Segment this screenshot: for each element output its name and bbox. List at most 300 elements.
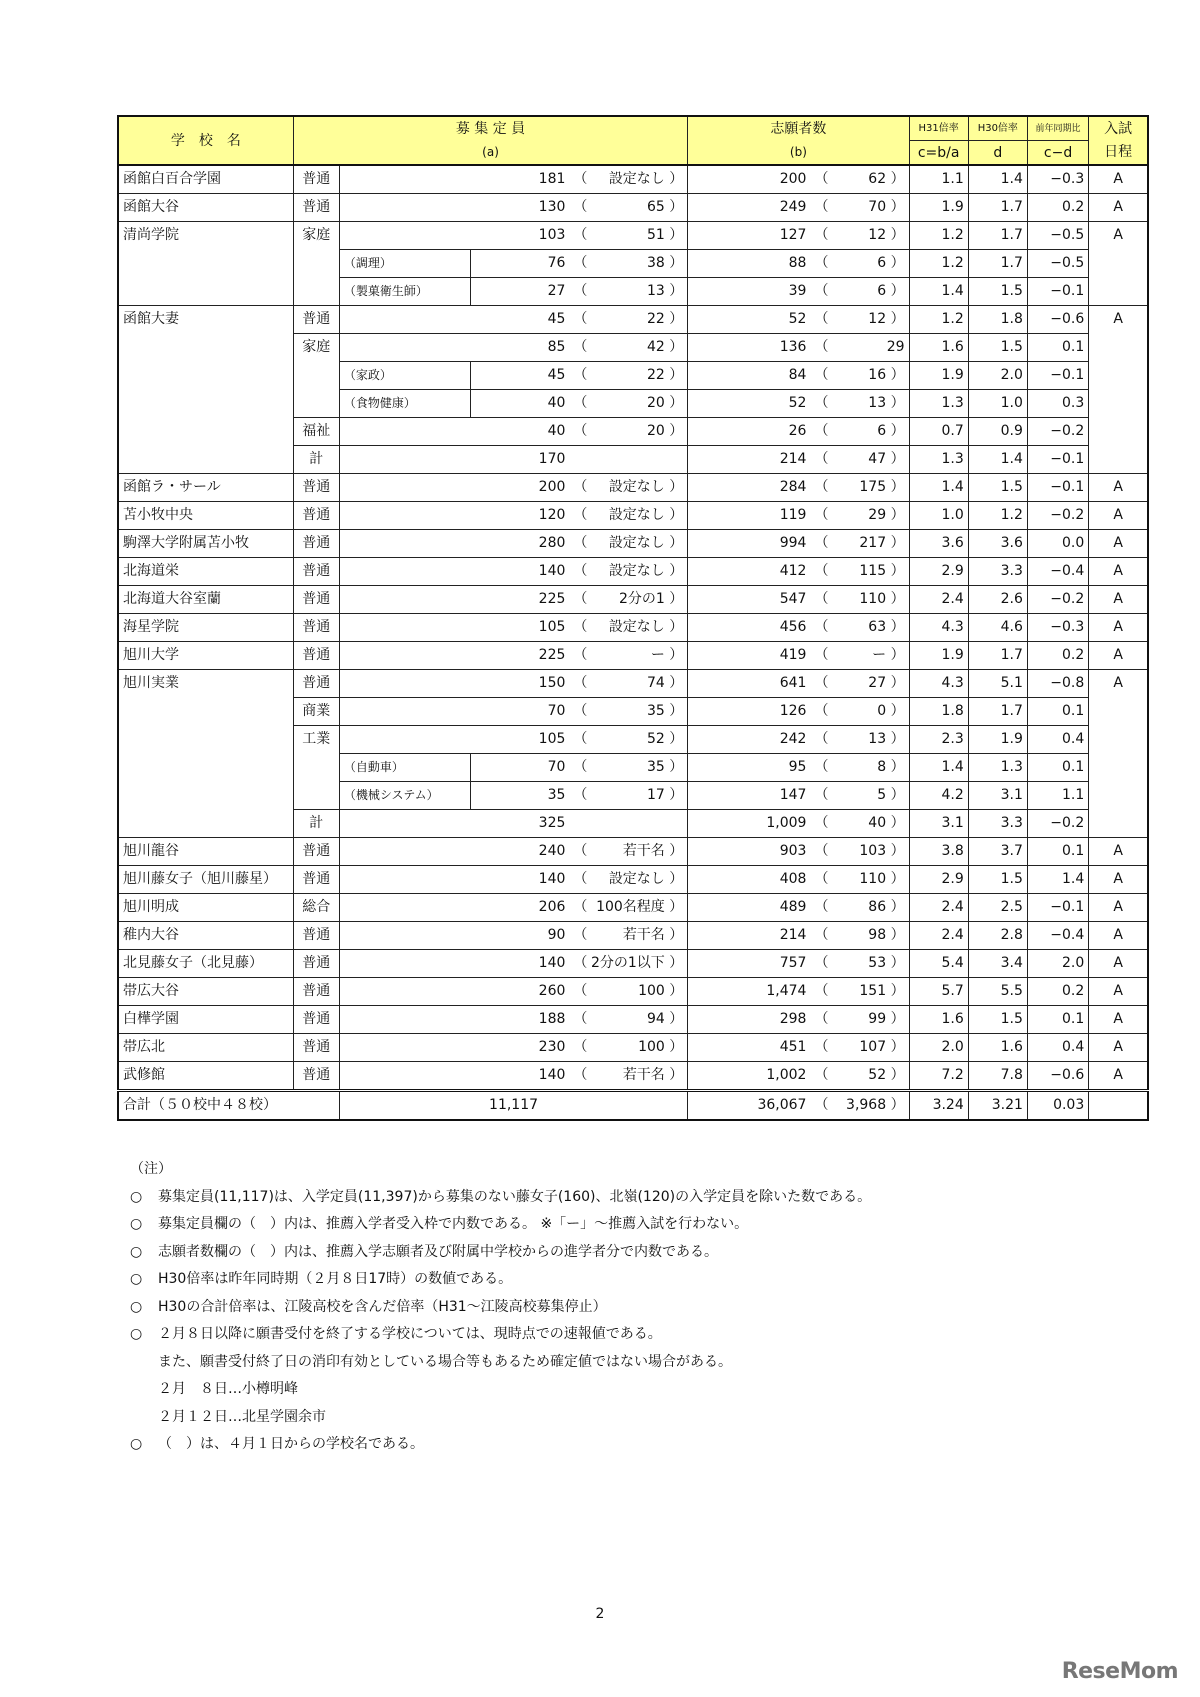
yoy-diff: 0.1: [1027, 698, 1088, 726]
school-name: 旭川龍谷: [118, 838, 293, 866]
table-row: [118, 194, 1148, 222]
h31-rate: 1.4: [909, 474, 968, 502]
sub-course: [339, 670, 470, 698]
yoy-diff: 0.2: [1027, 194, 1088, 222]
exam-schedule: A: [1089, 978, 1148, 1006]
h31-rate: 1.9: [909, 194, 968, 222]
school-name: 旭川藤女子（旭川藤星）: [118, 866, 293, 894]
capacity-recommend: （ 100 ）: [569, 1034, 687, 1062]
h30-rate: 1.5: [968, 1006, 1027, 1034]
header-h30-sub: d: [968, 141, 1027, 166]
capacity-recommend: [569, 810, 687, 838]
yoy-diff: −0.1: [1027, 446, 1088, 474]
applicants-value: 52: [688, 306, 811, 334]
table-row: [118, 306, 1148, 334]
applicants-value: 214: [688, 446, 811, 474]
yoy-diff: −0.3: [1027, 165, 1088, 194]
capacity-recommend: （ 22 ）: [569, 306, 687, 334]
h31-rate: 1.0: [909, 502, 968, 530]
sub-course: [339, 446, 470, 474]
bullet-icon: ○: [130, 1243, 143, 1260]
applicants-recommend: （ 29 ）: [810, 502, 909, 530]
applicants-value: 242: [688, 726, 811, 754]
sub-course: （製菓衛生師）: [339, 278, 470, 306]
total-h31-rate: 3.24: [909, 1091, 968, 1121]
total-label: 合計（５０校中４８校）: [118, 1091, 339, 1121]
h30-rate: 0.9: [968, 418, 1027, 446]
capacity-recommend: （ 20 ）: [569, 418, 687, 446]
school-name: 海星学院: [118, 614, 293, 642]
applicants-recommend: （ 62 ）: [810, 165, 909, 194]
sub-course: [339, 334, 470, 362]
page-number: 2: [595, 1606, 605, 1622]
h30-rate: 1.8: [968, 306, 1027, 334]
sub-course: （機械システム）: [339, 782, 470, 810]
school-name: 武修館: [118, 1062, 293, 1091]
school-name: 苫小牧中央: [118, 502, 293, 530]
applicants-value: 95: [688, 754, 811, 782]
table-row: [118, 165, 1148, 194]
school-name: 北海道大谷室蘭: [118, 586, 293, 614]
header-h31-formula: c=b/a: [909, 141, 968, 166]
h31-rate: 1.3: [909, 390, 968, 418]
header-capacity: 募 集 定 員: [293, 116, 687, 141]
capacity-recommend: （ 100 ）: [569, 978, 687, 1006]
capacity-recommend: （ 設定なし ）: [569, 165, 687, 194]
capacity-recommend: （ 2分の1以下 ）: [569, 950, 687, 978]
sub-course: [339, 866, 470, 894]
course-type: 家庭: [293, 334, 339, 418]
bullet-icon: ○: [130, 1298, 143, 1315]
capacity-value: 200: [471, 474, 570, 502]
applicants-value: 26: [688, 418, 811, 446]
exam-schedule: A: [1089, 1062, 1148, 1091]
h31-rate: 4.3: [909, 670, 968, 698]
table-row: [118, 1006, 1148, 1034]
capacity-recommend: （ 38 ）: [569, 250, 687, 278]
applicants-value: 200: [688, 165, 811, 194]
course-type: 福祉: [293, 418, 339, 446]
applicants-recommend: （ 16 ）: [810, 362, 909, 390]
school-name: 旭川明成: [118, 894, 293, 922]
capacity-value: 140: [471, 1062, 570, 1091]
applicants-recommend: （ 107 ）: [810, 1034, 909, 1062]
capacity-recommend: （ 52 ）: [569, 726, 687, 754]
applicants-recommend: （ 12 ）: [810, 306, 909, 334]
h30-rate: 2.5: [968, 894, 1027, 922]
applicants-value: 1,009: [688, 810, 811, 838]
course-type: 計: [293, 810, 339, 838]
school-name: 函館大妻: [118, 306, 293, 474]
h31-rate: 1.3: [909, 446, 968, 474]
course-type: 総合: [293, 894, 339, 922]
exam-schedule: A: [1089, 838, 1148, 866]
capacity-recommend: （ 2分の1 ）: [569, 586, 687, 614]
capacity-recommend: （ 設定なし ）: [569, 530, 687, 558]
table-row: [118, 586, 1148, 614]
applicants-recommend: （ 63 ）: [810, 614, 909, 642]
yoy-diff: −0.1: [1027, 362, 1088, 390]
capacity-recommend: （ 設定なし ）: [569, 614, 687, 642]
h31-rate: 2.3: [909, 726, 968, 754]
yoy-diff: 0.0: [1027, 530, 1088, 558]
sub-course: [339, 1006, 470, 1034]
applicants-value: 84: [688, 362, 811, 390]
exam-schedule: A: [1089, 165, 1148, 194]
capacity-value: 105: [471, 614, 570, 642]
sub-course: [339, 1062, 470, 1091]
h31-rate: 1.6: [909, 1006, 968, 1034]
bullet-icon: ○: [130, 1436, 143, 1452]
capacity-recommend: （ 42 ）: [569, 334, 687, 362]
yoy-diff: 0.1: [1027, 838, 1088, 866]
h30-rate: 1.9: [968, 726, 1027, 754]
applicants-recommend: （ 29: [810, 334, 909, 362]
applicants-recommend: （ 175 ）: [810, 474, 909, 502]
bullet-icon: ○: [130, 1216, 143, 1232]
exam-schedule: A: [1089, 866, 1148, 894]
sub-course: [339, 502, 470, 530]
applicants-recommend: （ 6 ）: [810, 250, 909, 278]
applicants-value: 284: [688, 474, 811, 502]
capacity-value: 45: [471, 306, 570, 334]
yoy-diff: −0.4: [1027, 922, 1088, 950]
course-type: 普通: [293, 670, 339, 698]
applicants-recommend: （ 5 ）: [810, 782, 909, 810]
capacity-recommend: （ 若干名 ）: [569, 838, 687, 866]
applicants-recommend: （ 6 ）: [810, 418, 909, 446]
school-name: 函館白百合学園: [118, 165, 293, 194]
capacity-value: 206: [471, 894, 570, 922]
notes-item: ○ ２月８日以降に願書受付を終了する学校については、現時点での速報値である。: [130, 1321, 871, 1349]
yoy-diff: 2.0: [1027, 950, 1088, 978]
yoy-diff: −0.2: [1027, 502, 1088, 530]
h31-rate: 1.2: [909, 250, 968, 278]
sub-course: （調理）: [339, 250, 470, 278]
capacity-value: 120: [471, 502, 570, 530]
applicants-recommend: （ 86 ）: [810, 894, 909, 922]
capacity-value: 90: [471, 922, 570, 950]
applicants-recommend: （ 53 ）: [810, 950, 909, 978]
h31-rate: 2.4: [909, 922, 968, 950]
h30-rate: 4.6: [968, 614, 1027, 642]
h31-rate: 2.4: [909, 586, 968, 614]
h30-rate: 3.7: [968, 838, 1027, 866]
school-name: 旭川実業: [118, 670, 293, 838]
yoy-diff: −0.2: [1027, 810, 1088, 838]
sub-course: [339, 530, 470, 558]
table-row: [118, 530, 1148, 558]
capacity-recommend: （ 94 ）: [569, 1006, 687, 1034]
h31-rate: 7.2: [909, 1062, 968, 1091]
applicants-value: 39: [688, 278, 811, 306]
applicants-recommend: （ 98 ）: [810, 922, 909, 950]
course-type: 家庭: [293, 222, 339, 306]
applicants-recommend: （ 70 ）: [810, 194, 909, 222]
table-row: [118, 1062, 1148, 1091]
sub-course: [339, 698, 470, 726]
applicants-recommend: （ 110 ）: [810, 866, 909, 894]
applicants-value: 126: [688, 698, 811, 726]
capacity-value: 70: [471, 698, 570, 726]
applicants-recommend: （ 13 ）: [810, 726, 909, 754]
h31-rate: 1.9: [909, 642, 968, 670]
h31-rate: 4.2: [909, 782, 968, 810]
applicants-recommend: （ 52 ）: [810, 1062, 909, 1091]
applicants-value: 88: [688, 250, 811, 278]
h31-rate: 1.6: [909, 334, 968, 362]
sub-course: [339, 642, 470, 670]
applicants-value: 298: [688, 1006, 811, 1034]
capacity-value: 70: [471, 754, 570, 782]
capacity-value: 230: [471, 1034, 570, 1062]
applicants-value: 547: [688, 586, 811, 614]
course-type: 普通: [293, 474, 339, 502]
capacity-recommend: （ 設定なし ）: [569, 502, 687, 530]
school-name: 函館ラ・サール: [118, 474, 293, 502]
school-name: 稚内大谷: [118, 922, 293, 950]
capacity-value: 103: [471, 222, 570, 250]
table-row: [118, 474, 1148, 502]
yoy-diff: 0.4: [1027, 726, 1088, 754]
exam-schedule: A: [1089, 670, 1148, 838]
h31-rate: 1.1: [909, 165, 968, 194]
course-type: 普通: [293, 558, 339, 586]
applicants-value: 119: [688, 502, 811, 530]
h30-rate: 1.5: [968, 278, 1027, 306]
h30-rate: 1.4: [968, 165, 1027, 194]
yoy-diff: 0.2: [1027, 978, 1088, 1006]
applicants-value: 489: [688, 894, 811, 922]
h30-rate: 3.3: [968, 558, 1027, 586]
applicants-recommend: （ 103 ）: [810, 838, 909, 866]
h31-rate: 3.1: [909, 810, 968, 838]
capacity-recommend: [569, 446, 687, 474]
sub-course: （家政）: [339, 362, 470, 390]
yoy-diff: −0.3: [1027, 614, 1088, 642]
exam-schedule: A: [1089, 1034, 1148, 1062]
h30-rate: 1.7: [968, 194, 1027, 222]
h30-rate: 1.5: [968, 334, 1027, 362]
applicants-recommend: （ ー ）: [810, 642, 909, 670]
h30-rate: 1.5: [968, 474, 1027, 502]
notes-item: ○ 募集定員(11,117)は、入学定員(11,397)から募集のない藤女子(160)、北嶺(120)の入学定員を除いた数である。: [130, 1184, 871, 1212]
h31-rate: 2.4: [909, 894, 968, 922]
applicants-recommend: （ 110 ）: [810, 586, 909, 614]
capacity-recommend: （ 100名程度 ）: [569, 894, 687, 922]
capacity-value: 140: [471, 950, 570, 978]
table-row: [118, 1034, 1148, 1062]
capacity-value: 181: [471, 165, 570, 194]
school-name: 北海道栄: [118, 558, 293, 586]
school-name: 清尚学院: [118, 222, 293, 306]
yoy-diff: −0.2: [1027, 418, 1088, 446]
sub-course: [339, 894, 470, 922]
h31-rate: 5.4: [909, 950, 968, 978]
h30-rate: 7.8: [968, 1062, 1027, 1091]
yoy-diff: −0.2: [1027, 586, 1088, 614]
yoy-diff: −0.5: [1027, 222, 1088, 250]
applicants-value: 1,002: [688, 1062, 811, 1091]
bullet-icon: ○: [130, 1271, 143, 1287]
header-h30-rate: H30倍率: [968, 116, 1027, 141]
course-type: 普通: [293, 165, 339, 194]
yoy-diff: −0.1: [1027, 278, 1088, 306]
course-type: 普通: [293, 1062, 339, 1091]
h30-rate: 1.7: [968, 642, 1027, 670]
applicants-value: 412: [688, 558, 811, 586]
header-capacity-sub: (a): [293, 141, 687, 166]
table-header: [118, 116, 1148, 165]
course-type: 商業: [293, 698, 339, 726]
applicants-recommend: （ 217 ）: [810, 530, 909, 558]
h31-rate: 5.7: [909, 978, 968, 1006]
header-applicants: 志願者数: [688, 116, 909, 141]
yoy-diff: 0.1: [1027, 754, 1088, 782]
resemom-logo: ReseMom: [1061, 1659, 1178, 1684]
course-type: 普通: [293, 642, 339, 670]
header-yoy-sub: c−d: [1027, 141, 1088, 166]
course-type: 普通: [293, 194, 339, 222]
exam-schedule: A: [1089, 922, 1148, 950]
applicants-value: 408: [688, 866, 811, 894]
yoy-diff: 0.1: [1027, 1006, 1088, 1034]
h30-rate: 1.5: [968, 866, 1027, 894]
capacity-value: 40: [471, 390, 570, 418]
h30-rate: 3.3: [968, 810, 1027, 838]
capacity-value: 140: [471, 558, 570, 586]
yoy-diff: −0.6: [1027, 1062, 1088, 1091]
yoy-diff: 1.1: [1027, 782, 1088, 810]
sub-course: [339, 614, 470, 642]
course-type: 普通: [293, 502, 339, 530]
total-applicants-recommend: （ 3,968 ）: [810, 1091, 909, 1121]
capacity-recommend: （ 74 ）: [569, 670, 687, 698]
sub-course: [339, 810, 470, 838]
exam-schedule: A: [1089, 614, 1148, 642]
course-type: 普通: [293, 978, 339, 1006]
h30-rate: 5.1: [968, 670, 1027, 698]
capacity-value: 260: [471, 978, 570, 1006]
table-row: [118, 502, 1148, 530]
h30-rate: 1.7: [968, 222, 1027, 250]
applicants-recommend: （ 12 ）: [810, 222, 909, 250]
h30-rate: 1.0: [968, 390, 1027, 418]
total-row: [118, 1091, 1148, 1121]
applicants-recommend: （ 115 ）: [810, 558, 909, 586]
notes-item: ○ H30の合計倍率は、江陵高校を含んだ倍率（H31～江陵高校募集停止）: [130, 1294, 871, 1322]
capacity-value: 225: [471, 586, 570, 614]
applicants-value: 451: [688, 1034, 811, 1062]
sub-course: （食物健康）: [339, 390, 470, 418]
applicants-value: 52: [688, 390, 811, 418]
h30-rate: 1.6: [968, 1034, 1027, 1062]
capacity-value: 188: [471, 1006, 570, 1034]
table-row: [118, 558, 1148, 586]
capacity-value: 35: [471, 782, 570, 810]
capacity-recommend: （ 65 ）: [569, 194, 687, 222]
h31-rate: 2.9: [909, 866, 968, 894]
school-name: 旭川大学: [118, 642, 293, 670]
total-applicants: 36,067: [688, 1091, 811, 1121]
applicants-recommend: （ 27 ）: [810, 670, 909, 698]
capacity-recommend: （ ー ）: [569, 642, 687, 670]
h30-rate: 1.7: [968, 698, 1027, 726]
course-type: 普通: [293, 866, 339, 894]
course-type: 普通: [293, 950, 339, 978]
capacity-recommend: （ 35 ）: [569, 698, 687, 726]
exam-schedule: A: [1089, 894, 1148, 922]
notes-continuation: また、願書受付終了日の消印有効としている場合等もあるため確定値ではない場合がある。: [158, 1353, 732, 1370]
h31-rate: 3.8: [909, 838, 968, 866]
h31-rate: 1.4: [909, 278, 968, 306]
table-row: [118, 866, 1148, 894]
applicants-value: 641: [688, 670, 811, 698]
capacity-value: 170: [471, 446, 570, 474]
course-type: 普通: [293, 1006, 339, 1034]
h30-rate: 3.4: [968, 950, 1027, 978]
capacity-value: 45: [471, 362, 570, 390]
sub-course: [339, 474, 470, 502]
course-type: 普通: [293, 838, 339, 866]
header-exam: 入試: [1089, 116, 1148, 141]
applicants-value: 214: [688, 922, 811, 950]
sub-course: [339, 838, 470, 866]
yoy-diff: −0.5: [1027, 250, 1088, 278]
h31-rate: 1.4: [909, 754, 968, 782]
header-exam-sub: 日程: [1089, 141, 1148, 166]
course-type: 普通: [293, 306, 339, 334]
sub-course: [339, 306, 470, 334]
capacity-value: 27: [471, 278, 570, 306]
applicants-value: 903: [688, 838, 811, 866]
applicants-value: 127: [688, 222, 811, 250]
applicants-value: 249: [688, 194, 811, 222]
school-name: 白樺学園: [118, 1006, 293, 1034]
exam-schedule: A: [1089, 950, 1148, 978]
sub-course: [339, 222, 470, 250]
capacity-value: 130: [471, 194, 570, 222]
exam-schedule: A: [1089, 194, 1148, 222]
bullet-icon: ○: [130, 1188, 143, 1205]
applicants-recommend: （ 8 ）: [810, 754, 909, 782]
applicants-value: 419: [688, 642, 811, 670]
yoy-diff: 0.3: [1027, 390, 1088, 418]
exam-schedule: A: [1089, 306, 1148, 474]
yoy-diff: −0.8: [1027, 670, 1088, 698]
sub-course: [339, 1034, 470, 1062]
capacity-value: 280: [471, 530, 570, 558]
school-name: 函館大谷: [118, 194, 293, 222]
h30-rate: 1.4: [968, 446, 1027, 474]
notes-title: （注）: [130, 1161, 172, 1177]
yoy-diff: −0.6: [1027, 306, 1088, 334]
capacity-value: 325: [471, 810, 570, 838]
notes-item-last: ○ （ ）は、４月１日からの学校名である。: [130, 1431, 871, 1459]
course-type: 計: [293, 446, 339, 474]
notes-item: ○ 志願者数欄の（ ）内は、推薦入学志願者及び附属中学校からの進学者分で内数である。: [130, 1239, 871, 1267]
table-body: [118, 165, 1148, 1120]
table-row: [118, 642, 1148, 670]
sub-course: [339, 418, 470, 446]
h30-rate: 3.1: [968, 782, 1027, 810]
yoy-diff: 1.4: [1027, 866, 1088, 894]
yoy-diff: −0.1: [1027, 894, 1088, 922]
course-type: 工業: [293, 726, 339, 810]
h30-rate: 1.3: [968, 754, 1027, 782]
capacity-recommend: （ 若干名 ）: [569, 922, 687, 950]
yoy-diff: −0.4: [1027, 558, 1088, 586]
